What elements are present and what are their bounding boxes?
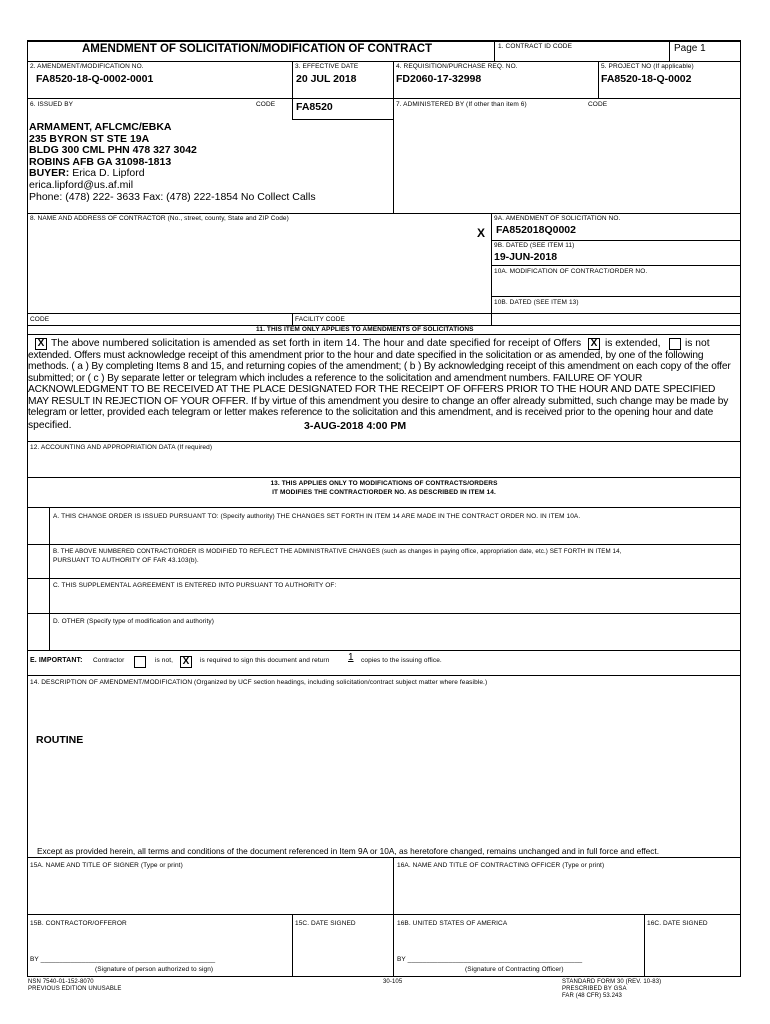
amendment-x-mark: X [477, 226, 486, 240]
project-no-value: FA8520-18-Q-0002 [601, 73, 692, 85]
item11-line: telegram or letter, provided each telegram or letter makes reference to the solicitation and this amendment, and is received prior to the opening hour and date [28, 407, 714, 419]
item11-body [28, 350, 743, 418]
effective-date-label: 3. EFFECTIVE DATE [295, 63, 359, 70]
issued-code-label: CODE [256, 101, 276, 108]
contract-id-label: 1. CONTRACT ID CODE [498, 43, 573, 50]
contractor-signature-line[interactable]: BY _______________________________________________ [30, 956, 216, 963]
item11-line1b: is extended, [605, 338, 661, 349]
item11-specified: specified. [28, 420, 72, 431]
item11-line: submitted; or ( c ) By separate letter or telegram which includes a reference to the solicitation and amendment numbers. FAILURE OF YOUR [28, 372, 643, 384]
item13-heading-line2: IT MODIFIES THE CONTRACT/ORDER NO. AS DESCRIBED IN ITEM 14. [272, 489, 496, 496]
accounting-data-label: 12. ACCOUNTING AND APPROPRIATION DATA (If required) [30, 444, 213, 451]
requisition-label: 4. REQUISITION/PURCHASE REQ. NO. [396, 63, 518, 70]
amendment-no-value: FA8520-18-Q-0002-0001 [36, 73, 154, 85]
issuer-line: BLDG 300 CML PHN 478 327 3042 [29, 144, 197, 157]
page-number: Page 1 [674, 43, 706, 54]
issuer-line: ROBINS AFB GA 31098-1813 [29, 155, 172, 168]
item11-line1a: The above numbered solicitation is amended as set forth in item 14. The hour and date specified for receipt of Offers [51, 338, 582, 349]
administered-by-label: 7. ADMINISTERED BY (If other than item 6) [396, 101, 527, 108]
item11-line: methods. ( a ) By completing Items 8 and 15, and returning copies of the amendment; ( b ) By acknowledging receipt of this amendment on each copy of the offer [28, 361, 731, 373]
extended-checkbox[interactable]: X [588, 338, 600, 350]
usa-label: 16B. UNITED STATES OF AMERICA [397, 920, 508, 927]
contractor-date-signed-label: 15C. DATE SIGNED [295, 920, 356, 927]
dated-10b-label: 10B. DATED (SEE ITEM 13) [494, 299, 579, 306]
item11-line: extended. Offers must acknowledge receipt of this amendment prior to the hour and date specified in the solicitation or as amended, by one of the following [28, 350, 704, 361]
administered-code-label: CODE [588, 101, 608, 108]
prescribed-by: PRESCRIBED BY GSA [562, 986, 627, 992]
copies-count: 1 [348, 652, 354, 663]
contractor-signature-caption: (Signature of person authorized to sign) [95, 966, 214, 973]
buyer-name: Erica D. Lipford [72, 167, 145, 180]
is-required-text: is required to sign this document and return [200, 657, 330, 664]
effective-date-value: 20 JUL 2018 [296, 73, 357, 85]
except-provided-text: Except as provided herein, all terms and conditions of the document referenced in Item 9A or 10A, as heretofore changed, remains unchanged and in full force and effect. [37, 846, 660, 856]
item13-d: D. OTHER (Specify type of modification and authority) [53, 618, 215, 625]
facility-code-label: FACILITY CODE [295, 316, 345, 323]
dated-9b-value: 19-JUN-2018 [494, 251, 558, 263]
amendment-9a-value: FA852018Q0002 [496, 224, 576, 236]
far-reference: FAR (48 CFR) 53.243 [562, 993, 622, 999]
contractor-code-label: CODE [30, 316, 50, 323]
form-code: 30-105 [383, 979, 403, 985]
amendment-9a-label: 9A. AMENDMENT OF SOLICITATION NO. [494, 215, 621, 222]
buyer-phone: Phone: (478) 222- 3633 Fax: (478) 222-1854 No Collect Calls [29, 190, 316, 203]
officer-name-label: 16A. NAME AND TITLE OF CONTRACTING OFFICER (Type or print) [397, 862, 605, 869]
amendment-no-label: 2. AMENDMENT/MODIFICATION NO. [30, 63, 144, 70]
item11-line: ACKNOWLEDGMENT TO BE RECEIVED AT THE PLACE DESIGNATED FOR THE RECEIPT OF OFFERS PRIOR TO THE HOUR AND DATE SPECIFIED [28, 384, 716, 396]
description-routine: ROUTINE [36, 734, 84, 746]
solicitation-amended-checkbox[interactable]: X [35, 338, 47, 350]
issued-by-label: 6. ISSUED BY [30, 101, 74, 108]
standard-form: STANDARD FORM 30 (REV. 10-83) [562, 979, 662, 985]
contractor-required-checkbox[interactable] [134, 656, 146, 668]
important-label: E. IMPORTANT: [30, 657, 83, 664]
officer-signature-caption: (Signature of Contracting Officer) [465, 966, 564, 973]
issuer-address [29, 122, 316, 203]
description-label: 14. DESCRIPTION OF AMENDMENT/MODIFICATION (Organized by UCF section headings, including solicitation/contract subject matter where feasible.) [30, 679, 488, 686]
buyer-email: erica.lipford@us.af.mil [29, 178, 134, 191]
issuer-line: ARMAMENT, AFLCMC/EBKA [29, 121, 172, 133]
item13-b-line1: B. THE ABOVE NUMBERED CONTRACT/ORDER IS MODIFIED TO REFLECT THE ADMINISTRATIVE CHANGES (such as changes in paying office, appropriation date, etc.) SET FORTH IN ITEM 14, [53, 548, 622, 555]
contractor-offeror-label: 15B. CONTRACTOR/OFFEROR [30, 920, 127, 927]
nsn-number: NSN 7540-01-152-8070 [28, 979, 94, 985]
offer-deadline: 3-AUG-2018 4:00 PM [304, 420, 407, 432]
item13-b-line2: PURSUANT TO AUTHORITY OF FAR 43.103(b). [53, 557, 199, 564]
item13-a: A. THIS CHANGE ORDER IS ISSUED PURSUANT TO: (Specify authority) THE CHANGES SET FORTH IN ITEM 14 ARE MADE IN THE CONTRACT ORDER NO. IN ITEM 10A. [53, 513, 581, 520]
copies-rest-text: copies to the issuing office. [361, 657, 442, 664]
officer-date-signed-label: 16C. DATE SIGNED [647, 920, 708, 927]
previous-edition: PREVIOUS EDITION UNUSABLE [28, 986, 122, 992]
item13-heading [27, 479, 741, 497]
buyer-label: BUYER: [29, 167, 70, 180]
dated-9b-label: 9B. DATED (SEE ITEM 11) [494, 242, 575, 249]
issuer-line: 235 BYRON ST STE 19A [29, 132, 150, 145]
not-extended-checkbox[interactable] [669, 338, 681, 350]
contractor-text: Contractor [93, 657, 125, 664]
officer-signature-line[interactable]: BY _______________________________________________ [397, 956, 583, 963]
modification-10a-label: 10A. MODIFICATION OF CONTRACT/ORDER NO. [494, 268, 648, 275]
item11-heading: 11. THIS ITEM ONLY APPLIES TO AMENDMENTS OF SOLICITATIONS [256, 326, 474, 333]
requisition-value: FD2060-17-32998 [396, 73, 482, 85]
contractor-address-label: 8. NAME AND ADDRESS OF CONTRACTOR (No., street, county, State and ZIP Code) [30, 215, 289, 222]
item11-line1c: is not [685, 338, 710, 349]
item13-c: C. THIS SUPPLEMENTAL AGREEMENT IS ENTERED INTO PURSUANT TO AUTHORITY OF: [53, 582, 337, 589]
form-title: AMENDMENT OF SOLICITATION/MODIFICATION OF CONTRACT [82, 43, 433, 55]
is-not-text: is not, [155, 657, 174, 664]
project-no-label: 5. PROJECT NO (If applicable) [601, 63, 694, 70]
contractor-not-required-checkbox[interactable]: X [180, 656, 192, 668]
signer-name-label: 15A. NAME AND TITLE OF SIGNER (Type or print) [30, 862, 183, 869]
item11-line: MAY RESULT IN REJECTION OF YOUR OFFER. If by virtue of this amendment you desire to change an offer already submitted, such change may be made by [28, 395, 729, 407]
item13-heading-line1: 13. THIS APPLIES ONLY TO MODIFICATIONS OF CONTRACTS/ORDERS [270, 480, 498, 487]
issued-code-value: FA8520 [296, 101, 333, 113]
